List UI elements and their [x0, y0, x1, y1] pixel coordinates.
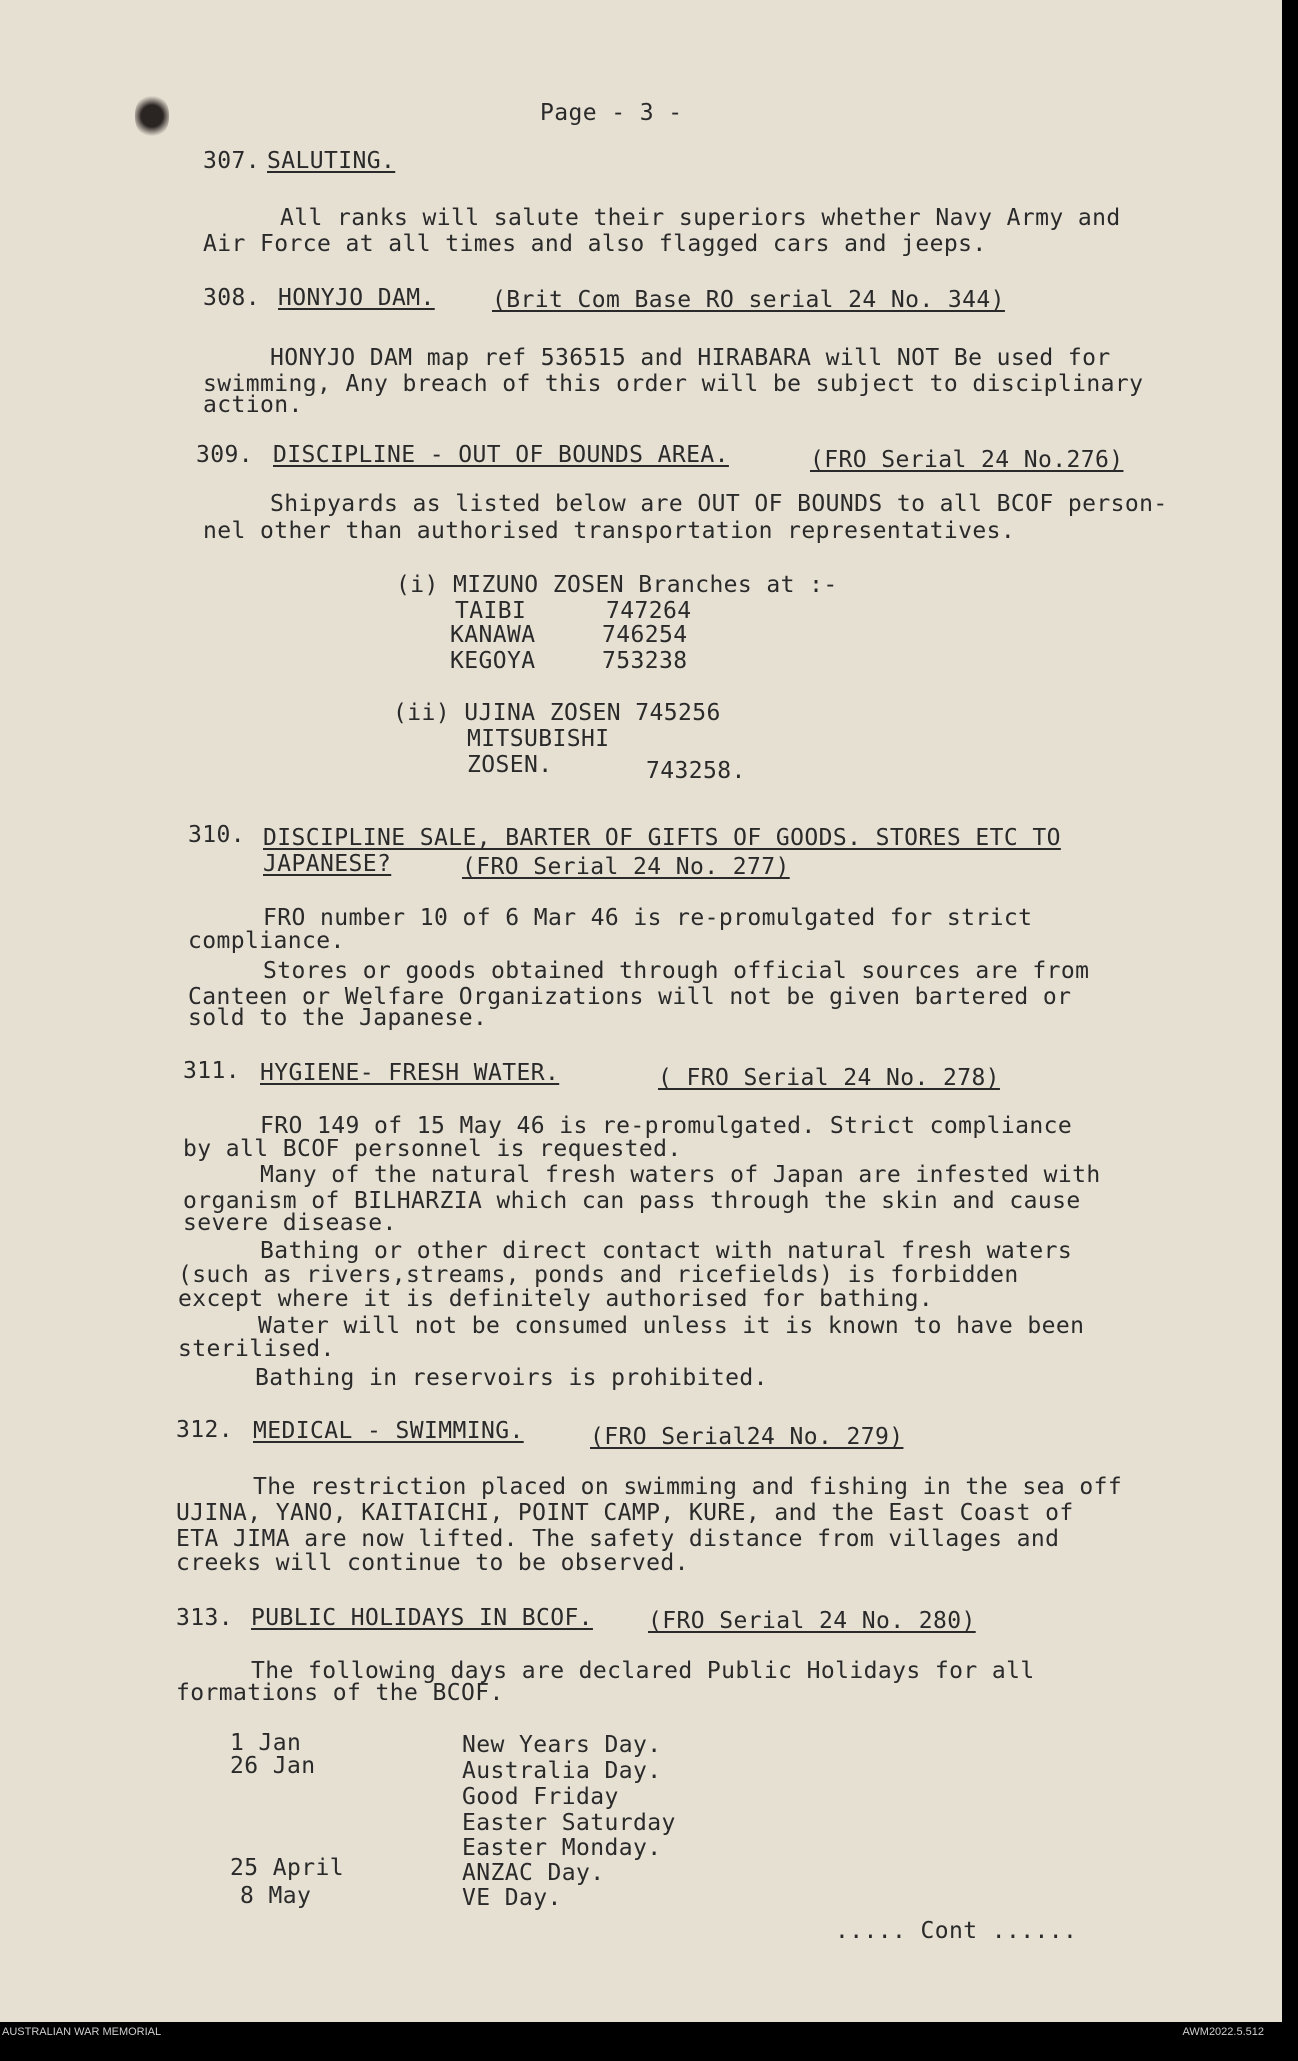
section-311-line: Many of the natural fresh waters of Japan are infested with: [260, 1162, 1101, 1188]
section-311-line: sterilised.: [178, 1336, 335, 1362]
section-heading-309: DISCIPLINE - OUT OF BOUNDS AREA.: [273, 442, 729, 468]
section-heading-310: DISCIPLINE SALE, BARTER OF GIFTS OF GOODS. STORES ETC TO: [263, 825, 1061, 851]
holiday-date: 25 April: [230, 1855, 344, 1881]
holiday-date: 26 Jan: [230, 1753, 316, 1779]
section-heading-310-cont: JAPANESE?: [263, 851, 392, 877]
section-313-line: The following days are declared Public Holidays for all: [251, 1658, 1035, 1684]
section-heading-308: HONYJO DAM.: [278, 285, 435, 311]
holiday-name: Easter Saturday: [462, 1810, 676, 1836]
shipyard-ref: 747264: [606, 598, 692, 624]
section-heading-313: PUBLIC HOLIDAYS IN BCOF.: [251, 1605, 593, 1631]
shipyard-list-item: (ii) UJINA ZOSEN 745256: [393, 700, 721, 726]
holiday-name: ANZAC Day.: [462, 1860, 605, 1886]
section-311-line: by all BCOF personnel is requested.: [183, 1136, 682, 1162]
section-number-312: 312.: [176, 1417, 233, 1443]
section-ref-311: ( FRO Serial 24 No. 278): [658, 1065, 1000, 1091]
shipyard-name: KEGOYA: [450, 648, 536, 674]
section-number-313: 313.: [176, 1605, 233, 1631]
section-311-line: Bathing in reservoirs is prohibited.: [255, 1365, 768, 1391]
section-311-line: Bathing or other direct contact with natural fresh waters: [260, 1238, 1073, 1264]
shipyard-ref: 743258.: [646, 758, 746, 784]
holiday-name: Good Friday: [462, 1784, 619, 1810]
section-310-line: sold to the Japanese.: [188, 1005, 488, 1031]
page-header: Page - 3 -: [540, 100, 683, 126]
shipyard-name: MITSUBISHI: [467, 726, 610, 752]
section-heading-312: MEDICAL - SWIMMING.: [253, 1418, 524, 1444]
section-ref-309: (FRO Serial 24 No.276): [810, 447, 1124, 473]
section-308-line: swimming, Any breach of this order will be subject to disciplinary: [203, 371, 1144, 397]
holiday-date: 1 Jan: [230, 1730, 302, 1756]
shipyard-name: KANAWA: [450, 622, 536, 648]
section-313-line: formations of the BCOF.: [176, 1680, 504, 1706]
section-312-line: The restriction placed on swimming and fishing in the sea off: [253, 1474, 1123, 1500]
shipyard-name: ZOSEN.: [467, 752, 553, 778]
section-310-line: Stores or goods obtained through official sources are from: [263, 958, 1090, 984]
section-number-311: 311.: [183, 1058, 240, 1084]
section-311-line: FRO 149 of 15 May 46 is re-promulgated. Strict compliance: [260, 1113, 1073, 1139]
shipyard-ref: 746254: [602, 622, 688, 648]
section-311-line: Water will not be consumed unless it is known to have been: [258, 1313, 1085, 1339]
holiday-name: Australia Day.: [462, 1758, 662, 1784]
footer-source: AUSTRALIAN WAR MEMORIAL: [2, 2026, 162, 2038]
section-ref-310: (FRO Serial 24 No. 277): [462, 854, 790, 880]
holiday-name: VE Day.: [462, 1885, 562, 1911]
section-308-line: HONYJO DAM map ref 536515 and HIRABARA will NOT Be used for: [270, 345, 1111, 371]
section-312-line: ETA JIMA are now lifted. The safety distance from villages and: [176, 1526, 1060, 1552]
section-ref-308: (Brit Com Base RO serial 24 No. 344): [492, 287, 1005, 313]
section-number-307: 307.: [203, 148, 260, 174]
section-heading-307: SALUTING.: [267, 148, 396, 174]
holiday-date: 8 May: [240, 1883, 312, 1909]
section-312-line: creeks will continue to be observed.: [176, 1550, 689, 1576]
shipyard-list-item: (i) MIZUNO ZOSEN Branches at :-: [396, 572, 838, 598]
shipyard-name: TAIBI: [455, 598, 527, 624]
section-310-line: FRO number 10 of 6 Mar 46 is re-promulgated for strict: [263, 905, 1033, 931]
section-ref-312: (FRO Serial24 No. 279): [590, 1424, 904, 1450]
section-309-line: Shipyards as listed below are OUT OF BOUNDS to all BCOF person-: [270, 491, 1168, 517]
section-310-line: Canteen or Welfare Organizations will not be given bartered or: [188, 984, 1072, 1010]
section-311-line: except where it is definitely authorised for bathing.: [178, 1286, 934, 1312]
section-number-308: 308.: [203, 285, 260, 311]
section-311-line: organism of BILHARZIA which can pass through the skin and cause: [183, 1188, 1081, 1214]
holiday-name: New Years Day.: [462, 1732, 662, 1758]
shipyard-ref: 753238: [602, 648, 688, 674]
section-311-line: severe disease.: [183, 1210, 397, 1236]
ink-smudge: [135, 95, 169, 137]
section-307-line: All ranks will salute their superiors whether Navy Army and: [280, 205, 1121, 231]
holiday-name: Easter Monday.: [462, 1835, 662, 1861]
section-heading-311: HYGIENE- FRESH WATER.: [260, 1060, 560, 1086]
footer-reference: AWM2022.5.512: [1182, 2026, 1264, 2038]
section-310-line: compliance.: [188, 928, 345, 954]
section-number-310: 310.: [188, 822, 245, 848]
section-312-line: UJINA, YANO, KAITAICHI, POINT CAMP, KURE, and the East Coast of: [176, 1500, 1074, 1526]
continued-note: ..... Cont ......: [835, 1918, 1078, 1944]
section-number-309: 309.: [196, 442, 253, 468]
section-ref-313: (FRO Serial 24 No. 280): [648, 1608, 976, 1634]
section-309-line: nel other than authorised transportation representatives.: [203, 518, 1016, 544]
section-307-line: Air Force at all times and also flagged cars and jeeps.: [203, 231, 987, 257]
archive-footer: [0, 2024, 1298, 2061]
section-308-line: action.: [203, 392, 303, 418]
section-311-line: (such as rivers,streams, ponds and ricefields) is forbidden: [178, 1262, 1019, 1288]
